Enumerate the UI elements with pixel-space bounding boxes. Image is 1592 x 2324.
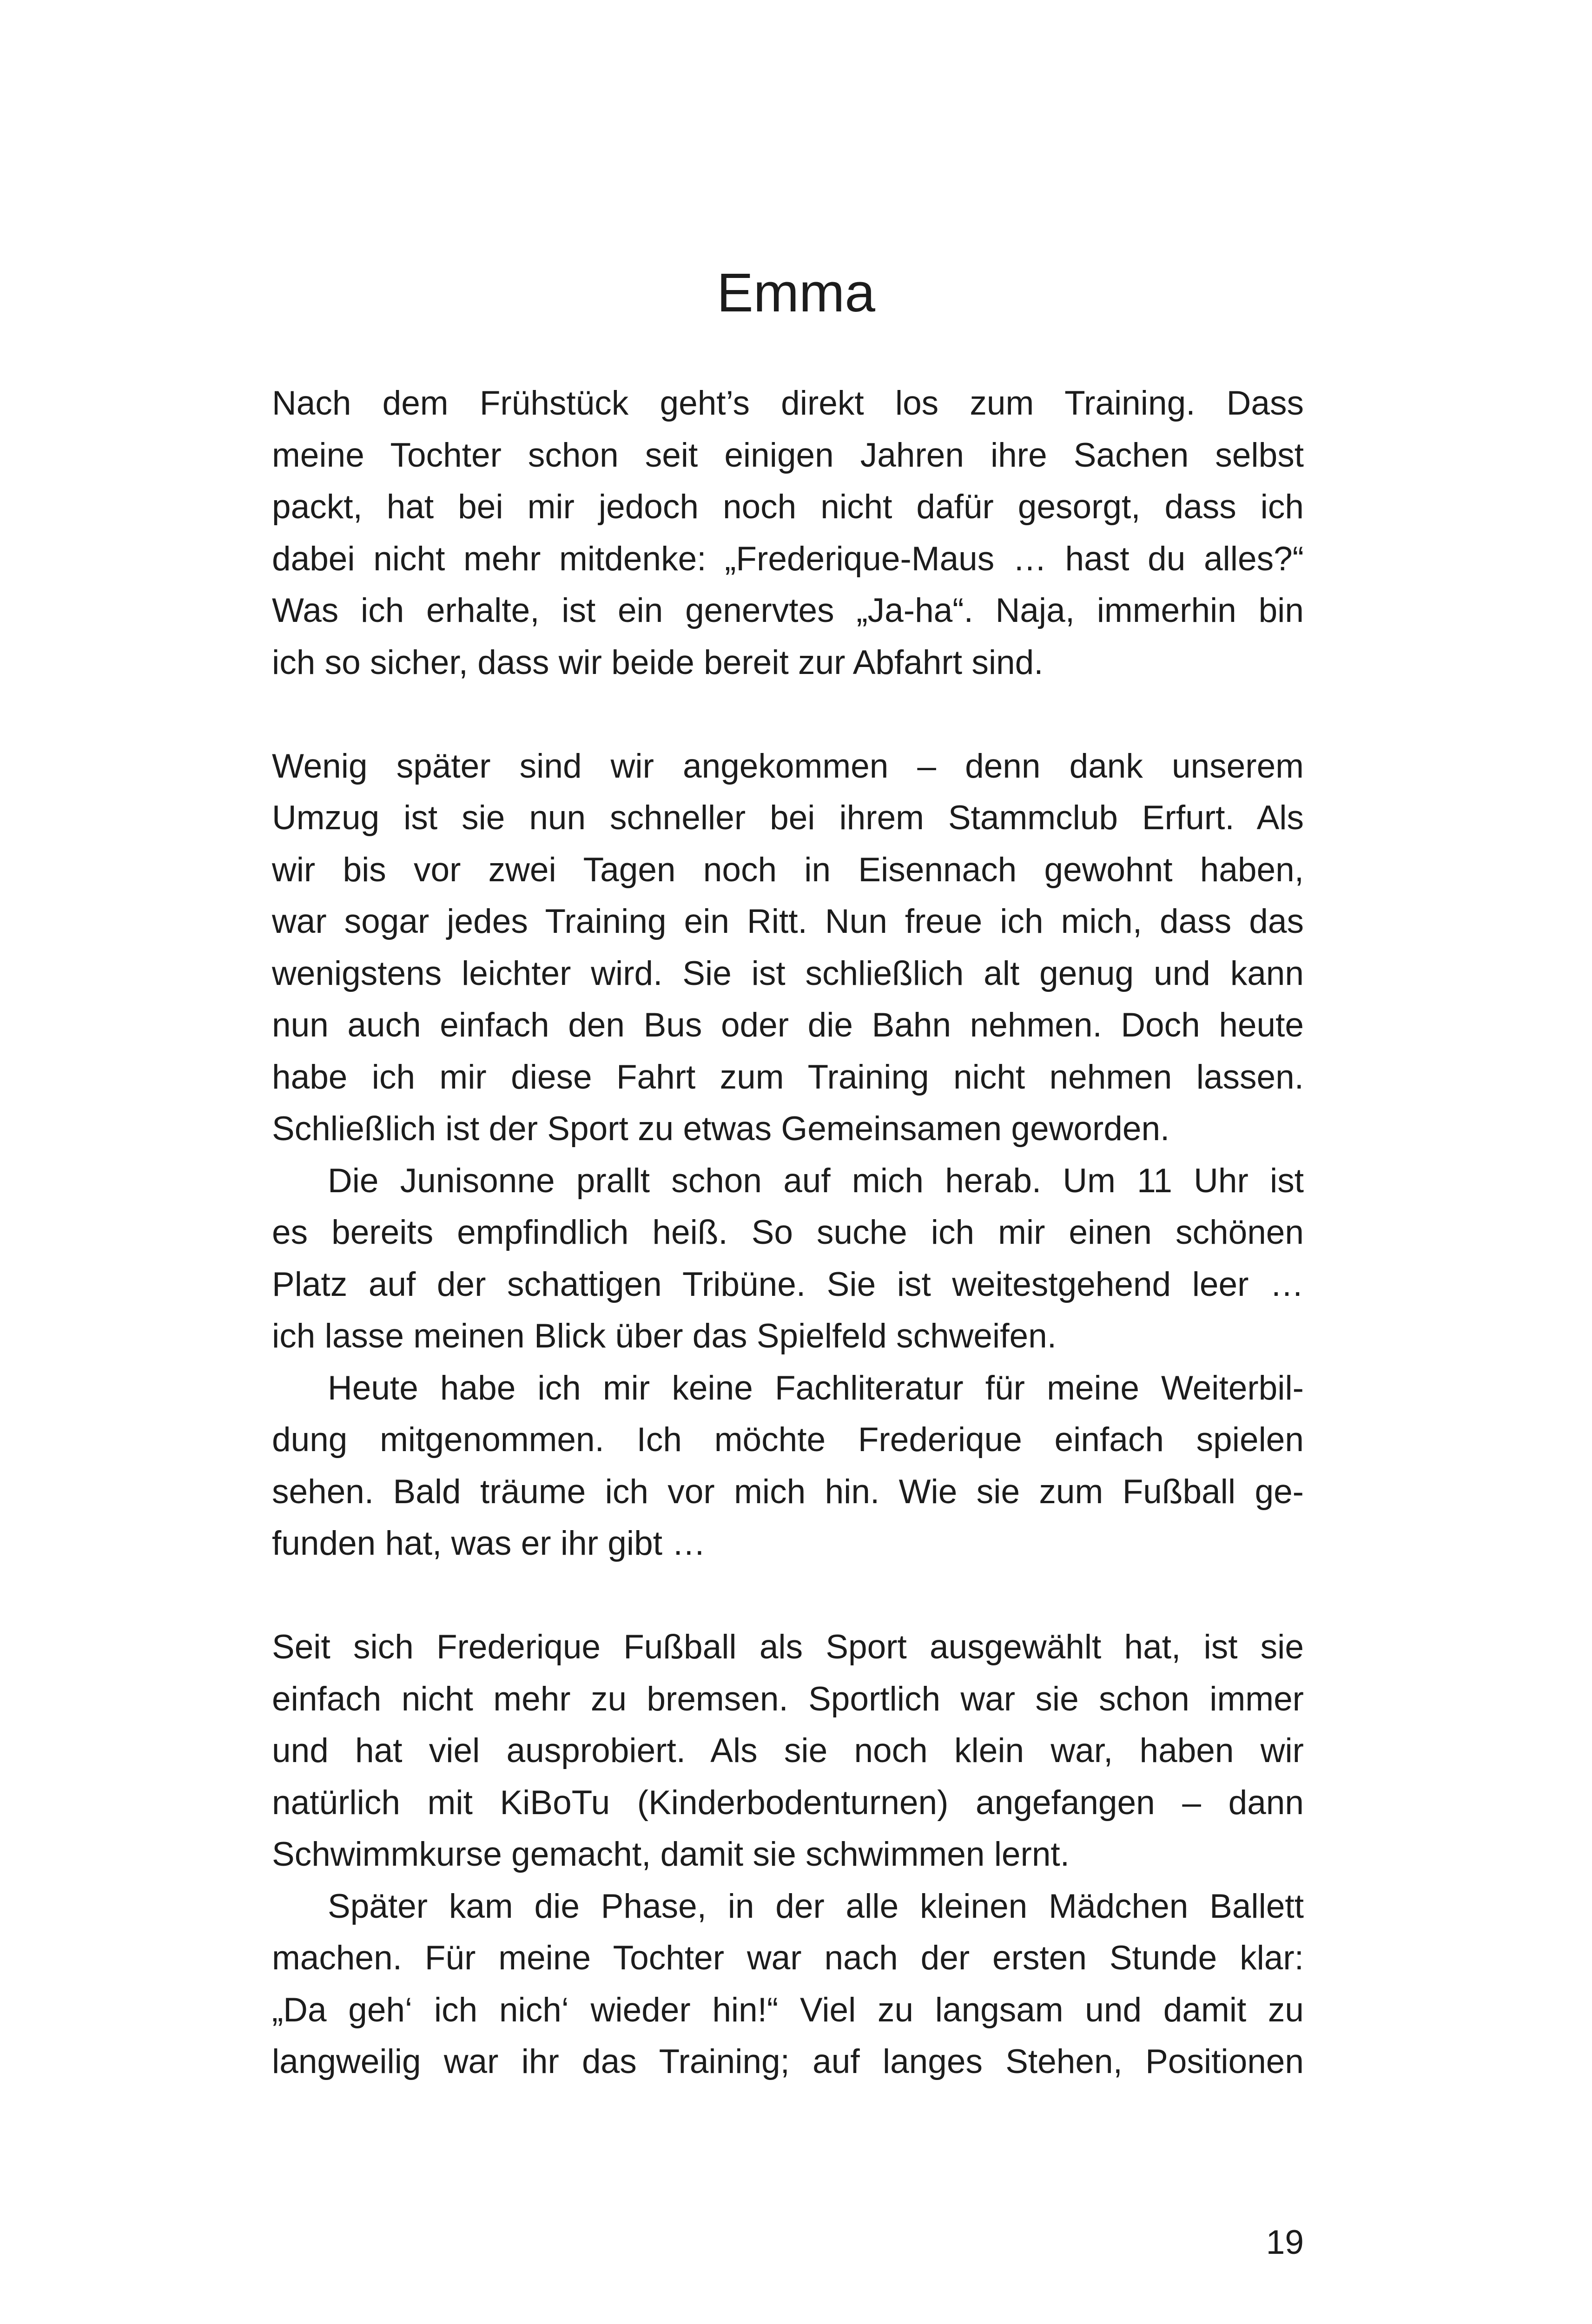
- text-line: Platz auf der schattigen Tribüne. Sie ist weitestgehend leer …: [272, 1265, 1304, 1303]
- text-line: nun auch einfach den Bus oder die Bahn nehmen. Doch heute: [272, 1006, 1304, 1044]
- text-line: Nach dem Frühstück geht’s direkt los zum Training. Dass: [272, 384, 1304, 422]
- text-line: packt, hat bei mir jedoch noch nicht dafür gesorgt, dass ich: [272, 488, 1304, 526]
- text-line: dabei nicht mehr mitdenke: „Frederique-Maus … hast du alles?“: [272, 540, 1304, 578]
- text-line: Die Junisonne prallt schon auf mich herab. Um 11 Uhr ist: [328, 1162, 1304, 1200]
- text-line: einfach nicht mehr zu bremsen. Sportlich war sie schon immer: [272, 1680, 1304, 1718]
- paragraph: [272, 1621, 1304, 1881]
- text-line: wenigstens leichter wird. Sie ist schließlich alt genug und kann: [272, 954, 1304, 992]
- text-line: Wenig später sind wir angekommen – denn dank unserem: [272, 747, 1304, 785]
- body-text: [272, 377, 1304, 2088]
- section-break: [272, 688, 1304, 740]
- text-line: natürlich mit KiBoTu (Kinderbodenturnen) angefangen – dann: [272, 1783, 1304, 1822]
- text-line: ich so sicher, dass wir beide bereit zur Abfahrt sind.: [272, 643, 1044, 681]
- page-number: 19: [1266, 2224, 1304, 2261]
- text-line: „Da geh‘ ich nich‘ wieder hin!“ Viel zu langsam und damit zu: [272, 1991, 1304, 2029]
- text-line: und hat viel ausprobiert. Als sie noch klein war, haben wir: [272, 1732, 1304, 1769]
- text-line: ich lasse meinen Blick über das Spielfeld schweifen.: [272, 1317, 1057, 1355]
- text-line: funden hat, was er ihr gibt …: [272, 1525, 706, 1562]
- text-line: wir bis vor zwei Tagen noch in Eisennach gewohnt haben,: [272, 851, 1304, 889]
- text-line: Seit sich Frederique Fußball als Sport ausgewählt hat, ist sie: [272, 1628, 1304, 1666]
- paragraph: [272, 377, 1304, 688]
- text-line: habe ich mir diese Fahrt zum Training nicht nehmen lassen.: [272, 1058, 1304, 1096]
- chapter-title: Emma: [717, 262, 875, 324]
- text-line: sehen. Bald träume ich vor mich hin. Wie sie zum Fußball ge-: [272, 1472, 1304, 1511]
- text-line: Heute habe ich mir keine Fachliteratur für meine Weiterbil-: [328, 1369, 1304, 1407]
- paragraph: [272, 1155, 1304, 1362]
- paragraph: [272, 1881, 1304, 2088]
- text-line: Umzug ist sie nun schneller bei ihrem Stammclub Erfurt. Als: [272, 799, 1304, 837]
- text-line: meine Tochter schon seit einigen Jahren ihre Sachen selbst: [272, 436, 1304, 474]
- text-line: Später kam die Phase, in der alle kleinen Mädchen Ballett: [328, 1887, 1304, 1925]
- paragraph: [272, 1362, 1304, 1570]
- paragraph: [272, 740, 1304, 1155]
- text-line: machen. Für meine Tochter war nach der ersten Stunde klar:: [272, 1939, 1304, 1977]
- text-line: dung mitgenommen. Ich möchte Frederique einfach spielen: [272, 1421, 1304, 1459]
- section-break: [272, 1570, 1304, 1622]
- text-line: es bereits empfindlich heiß. So suche ich mir einen schönen: [272, 1214, 1304, 1251]
- text-line: langweilig war ihr das Training; auf langes Stehen, Positionen: [272, 2043, 1304, 2080]
- text-line: Was ich erhalte, ist ein genervtes „Ja-ha“. Naja, immerhin bin: [272, 592, 1304, 629]
- text-line: Schließlich ist der Sport zu etwas Gemeinsamen geworden.: [272, 1110, 1170, 1148]
- text-line: Schwimmkurse gemacht, damit sie schwimmen lernt.: [272, 1835, 1070, 1873]
- text-line: war sogar jedes Training ein Ritt. Nun freue ich mich, dass das: [272, 903, 1304, 940]
